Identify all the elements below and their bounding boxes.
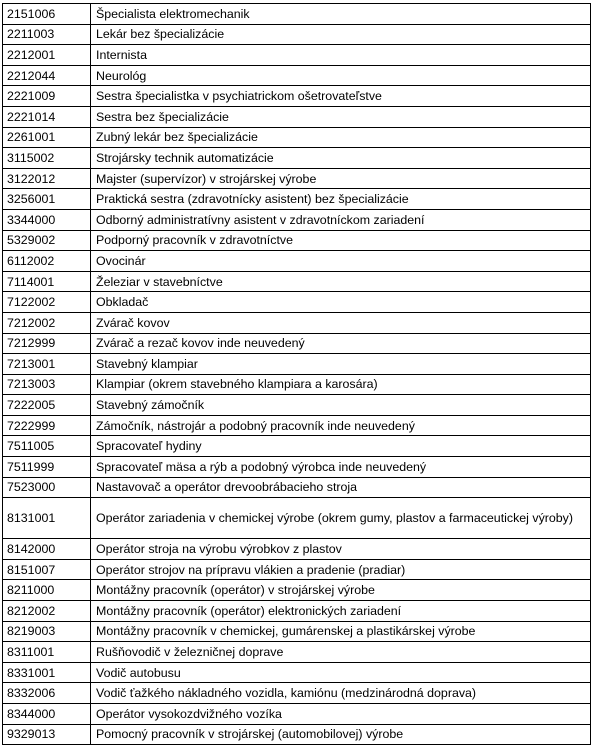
occupation-code: 8332006 xyxy=(3,683,91,704)
occupation-name: Rušňovodič v železničnej doprave xyxy=(91,642,591,663)
occupation-name: Klampiar (okrem stavebného klampiara a karosára) xyxy=(91,374,591,395)
table-row xyxy=(3,477,591,498)
occupation-code: 7212999 xyxy=(3,333,91,354)
table-row xyxy=(3,374,591,395)
occupation-code: 8311001 xyxy=(3,642,91,663)
occupation-name: Montážny pracovník (operátor) v strojárskej výrobe xyxy=(91,580,591,601)
table-row xyxy=(3,209,591,230)
occupation-code: 8331001 xyxy=(3,662,91,683)
occupation-code: 7213003 xyxy=(3,374,91,395)
occupation-table xyxy=(2,3,591,745)
occupation-name: Zubný lekár bez špecializácie xyxy=(91,127,591,148)
table-row xyxy=(3,24,591,45)
table-row xyxy=(3,662,591,683)
table-row xyxy=(3,395,591,416)
table-row xyxy=(3,559,591,580)
table-row xyxy=(3,271,591,292)
occupation-code: 7523000 xyxy=(3,477,91,498)
occupation-code: 2212001 xyxy=(3,45,91,66)
table-row xyxy=(3,354,591,375)
occupation-code: 8344000 xyxy=(3,704,91,725)
table-row xyxy=(3,86,591,107)
occupation-code: 8219003 xyxy=(3,621,91,642)
occupation-name: Operátor vysokozdvižného vozíka xyxy=(91,704,591,725)
occupation-code: 2212044 xyxy=(3,65,91,86)
table-row xyxy=(3,45,591,66)
occupation-name: Montážny pracovník v chemickej, gumárenskej a plastikárskej výrobe xyxy=(91,621,591,642)
table-row xyxy=(3,148,591,169)
occupation-name: Špecialista elektromechanik xyxy=(91,4,591,25)
table-row xyxy=(3,65,591,86)
occupation-table-body xyxy=(3,4,591,745)
occupation-name: Lekár bez špecializácie xyxy=(91,24,591,45)
occupation-name: Sestra bez špecializácie xyxy=(91,106,591,127)
table-row xyxy=(3,704,591,725)
occupation-code: 9329013 xyxy=(3,724,91,745)
table-row xyxy=(3,539,591,560)
occupation-code: 2261001 xyxy=(3,127,91,148)
occupation-code: 2221014 xyxy=(3,106,91,127)
occupation-name: Obkladač xyxy=(91,292,591,313)
occupation-code: 8151007 xyxy=(3,559,91,580)
occupation-code: 8212002 xyxy=(3,601,91,622)
occupation-code: 7114001 xyxy=(3,271,91,292)
occupation-code: 6112002 xyxy=(3,251,91,272)
occupation-code: 3115002 xyxy=(3,148,91,169)
occupation-code: 2221009 xyxy=(3,86,91,107)
occupation-name: Strojársky technik automatizácie xyxy=(91,148,591,169)
table-row xyxy=(3,436,591,457)
occupation-code: 2211003 xyxy=(3,24,91,45)
occupation-name: Neurológ xyxy=(91,65,591,86)
occupation-code: 8131001 xyxy=(3,498,91,539)
table-row xyxy=(3,601,591,622)
table-row xyxy=(3,230,591,251)
occupation-name: Montážny pracovník (operátor) elektronických zariadení xyxy=(91,601,591,622)
occupation-code: 5329002 xyxy=(3,230,91,251)
table-row xyxy=(3,621,591,642)
table-row xyxy=(3,251,591,272)
table-row xyxy=(3,312,591,333)
occupation-code: 7213001 xyxy=(3,354,91,375)
occupation-name: Zámočník, nástrojár a podobný pracovník inde neuvedený xyxy=(91,415,591,436)
occupation-name: Nastavovač a operátor drevoobrábacieho stroja xyxy=(91,477,591,498)
table-row xyxy=(3,580,591,601)
occupation-name: Zvárač a rezač kovov inde neuvedený xyxy=(91,333,591,354)
table-row xyxy=(3,724,591,745)
table-row xyxy=(3,292,591,313)
table-row xyxy=(3,683,591,704)
occupation-code: 3344000 xyxy=(3,209,91,230)
occupation-name: Odborný administratívny asistent v zdravotníckom zariadení xyxy=(91,209,591,230)
table-row xyxy=(3,333,591,354)
occupation-code: 7222005 xyxy=(3,395,91,416)
table-row xyxy=(3,642,591,663)
occupation-code: 7212002 xyxy=(3,312,91,333)
table-row xyxy=(3,106,591,127)
occupation-code: 3122012 xyxy=(3,168,91,189)
table-row xyxy=(3,4,591,25)
occupation-name: Operátor zariadenia v chemickej výrobe (okrem gumy, plastov a farmaceutickej výroby) xyxy=(91,498,591,539)
occupation-name: Sestra špecialistka v psychiatrickom ošetrovateľstve xyxy=(91,86,591,107)
occupation-name: Spracovateľ hydiny xyxy=(91,436,591,457)
occupation-name: Železiar v stavebníctve xyxy=(91,271,591,292)
occupation-code: 7222999 xyxy=(3,415,91,436)
occupation-name: Spracovateľ mäsa a rýb a podobný výrobca inde neuvedený xyxy=(91,457,591,478)
occupation-name: Vodič autobusu xyxy=(91,662,591,683)
occupation-name: Zvárač kovov xyxy=(91,312,591,333)
table-row xyxy=(3,168,591,189)
occupation-code: 7122002 xyxy=(3,292,91,313)
occupation-name: Ovocinár xyxy=(91,251,591,272)
occupation-name: Operátor strojov na prípravu vlákien a pradenie (pradiar) xyxy=(91,559,591,580)
table-row xyxy=(3,189,591,210)
table-row xyxy=(3,415,591,436)
occupation-name: Operátor stroja na výrobu výrobkov z plastov xyxy=(91,539,591,560)
occupation-name: Stavebný klampiar xyxy=(91,354,591,375)
occupation-code: 3256001 xyxy=(3,189,91,210)
occupation-code: 8211000 xyxy=(3,580,91,601)
occupation-code: 8142000 xyxy=(3,539,91,560)
table-row xyxy=(3,498,591,539)
occupation-code: 7511005 xyxy=(3,436,91,457)
occupation-name: Vodič ťažkého nákladného vozidla, kamiónu (medzinárodná doprava) xyxy=(91,683,591,704)
table-row xyxy=(3,457,591,478)
occupation-name: Podporný pracovník v zdravotníctve xyxy=(91,230,591,251)
occupation-code: 7511999 xyxy=(3,457,91,478)
occupation-name: Internista xyxy=(91,45,591,66)
occupation-code: 2151006 xyxy=(3,4,91,25)
table-row xyxy=(3,127,591,148)
occupation-name: Stavebný zámočník xyxy=(91,395,591,416)
occupation-name: Pomocný pracovník v strojárskej (automobilovej) výrobe xyxy=(91,724,591,745)
occupation-name: Praktická sestra (zdravotnícky asistent) bez špecializácie xyxy=(91,189,591,210)
occupation-name: Majster (supervízor) v strojárskej výrobe xyxy=(91,168,591,189)
